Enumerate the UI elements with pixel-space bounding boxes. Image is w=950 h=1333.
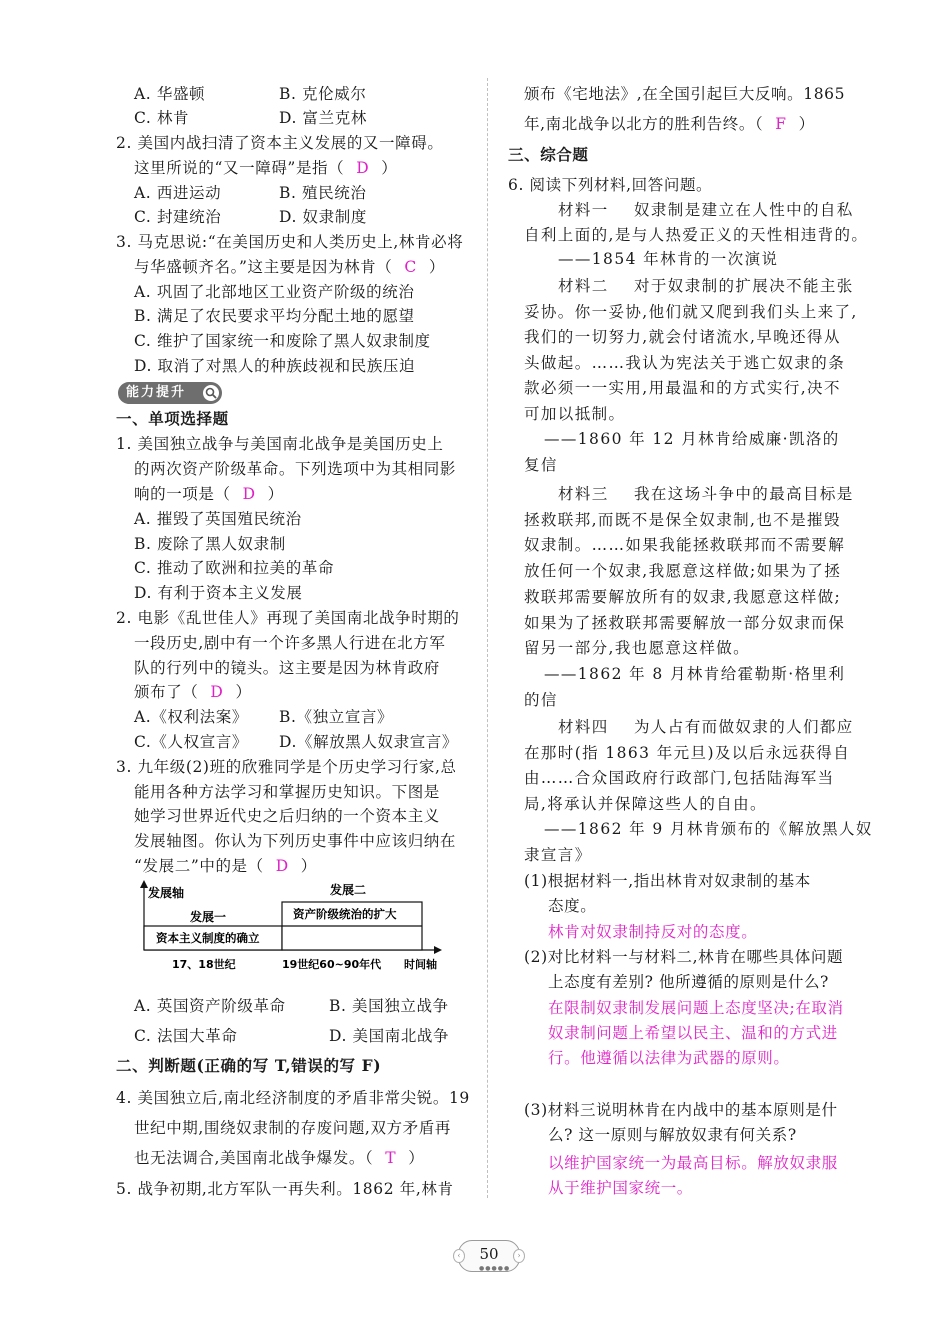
question-text: 2. 电影《乱世佳人》再现了美国南北战争时期的 — [116, 609, 460, 627]
material-line: 可加以抵制。 — [524, 405, 626, 423]
option-b: B. 美国独立战争 — [329, 997, 449, 1015]
question-text: 颁布了（ D ） — [134, 683, 252, 701]
y-axis-label: 发展轴 — [148, 886, 185, 900]
material-line: 自利上面的,是与人热爱正义的天性相违背的。 — [524, 226, 869, 244]
sub-question-line: 上态度有差别? 他所遵循的原则是什么? — [548, 973, 829, 991]
material-line: ——1854 年林肯的一次演说 — [558, 250, 779, 268]
magnifier-icon — [203, 385, 219, 401]
option-a: A.《权利法案》 — [134, 708, 248, 726]
x-axis-label: 时间轴 — [404, 958, 437, 971]
option-a: A. 西进运动 — [134, 184, 222, 202]
answer-line: 行。他遵循以法律为武器的原则。 — [548, 1049, 790, 1067]
chevron-right-icon: › — [513, 1249, 525, 1263]
ability-badge — [118, 382, 222, 404]
option-d: D. 美国南北战争 — [329, 1027, 450, 1045]
dev1-label: 发展一 — [190, 910, 227, 924]
dev2-label: 发展二 — [330, 883, 367, 897]
question-text: 队的行列中的镜头。这主要是因为林肯政府 — [134, 659, 440, 677]
question-text: 她学习世界近代史之后归纳的一个资本主义 — [134, 807, 440, 825]
question-text: 也无法调合,美国南北战争爆发。（ T ） — [134, 1149, 425, 1167]
question-text: 这里所说的“又一障碍”是指（ D ） — [134, 159, 398, 177]
column-divider — [487, 78, 488, 1198]
question-text: 2. 美国内战扫清了资本主义发展的又一障碍。 — [116, 134, 444, 152]
option-c: C.《人权宣言》 — [134, 733, 249, 751]
answer: D — [356, 159, 370, 177]
material-line: 由……合众国政府行政部门,包括陆海军当 — [524, 769, 835, 787]
badge-label: 能力提升 — [126, 385, 187, 400]
option-b: B. 满足了农民要求平均分配土地的愿望 — [134, 307, 415, 325]
material-line: 头做起。……我认为宪法关于逃亡奴隶的条 — [524, 354, 846, 372]
material-line: ——1860 年 12 月林肯给威廉·凯洛的 — [544, 430, 840, 448]
answer: D — [242, 485, 256, 503]
option-a: A. 华盛顿 — [134, 85, 206, 103]
material-line: 材料一 奴隶制是建立在人性中的自私 — [558, 201, 854, 219]
answer-line: 奴隶制问题上希望以民主、温和的方式进 — [548, 1024, 838, 1042]
material-line: 材料三 我在这场斗争中的最高目标是 — [558, 485, 854, 503]
question-text: 一段历史,剧中有一个许多黑人行进在北方军 — [134, 634, 446, 652]
material-line: ——1862 年 8 月林肯给霍勒斯·格里利 — [544, 665, 846, 683]
material-line: 材料二 对于奴隶制的扩展决不能主张 — [558, 277, 854, 295]
section-heading: 一、单项选择题 — [116, 409, 229, 428]
question-text: 世纪中期,围绕奴隶制的存废问题,双方矛盾再 — [134, 1119, 451, 1137]
material-line: 款必须一一实用,用最温和的方式实行,决不 — [524, 379, 841, 397]
material-line: 复信 — [524, 456, 558, 474]
question-text: 3. 九年级(2)班的欣雅同学是个历史学习行家,总 — [116, 758, 457, 776]
question-text: 1. 美国独立战争与美国南北战争是美国历史上 — [116, 435, 444, 453]
material-line: 救联邦需要解放所有的奴隶,我愿意这样做; — [524, 588, 842, 606]
material-line: 隶宣言》 — [524, 846, 592, 864]
material-line: 留另一部分,我也愿意这样做。 — [524, 639, 751, 657]
answer-line: 以维护国家统一为最高目标。解放奴隶服 — [548, 1154, 838, 1172]
material-line: 我们的一切努力,就会付诸流水,早晚还得从 — [524, 328, 841, 346]
answer: C — [404, 258, 417, 276]
answer-line: 在限制奴隶制发展问题上态度坚决;在取消 — [548, 999, 844, 1017]
answer-line: 林肯对奴隶制持反对的态度。 — [548, 923, 758, 941]
y-axis-arrow — [140, 880, 148, 888]
option-c: C. 法国大革命 — [134, 1027, 238, 1045]
question-text: 3. 马克思说:“在美国历史和人类历史上,林肯必将 — [116, 233, 464, 251]
option-a: A. 摧毁了英国殖民统治 — [134, 510, 302, 528]
sub-question-line: (1)根据材料一,指出林肯对奴隶制的基本 — [524, 872, 811, 890]
question-text: 4. 美国独立后,南北经济制度的矛盾非常尖锐。19 — [116, 1089, 470, 1107]
option-c: C. 推动了欧洲和拉美的革命 — [134, 559, 335, 577]
question-text: 5. 战争初期,北方军队一再失利。1862 年,林肯 — [116, 1180, 454, 1198]
page-number: 50 — [479, 1245, 499, 1263]
answer-line: 从于维护国家统一。 — [548, 1179, 693, 1197]
question-text: 6. 阅读下列材料,回答问题。 — [508, 176, 713, 194]
material-line: 局,将承认并保障这些人的自由。 — [524, 795, 767, 813]
material-line: 拯救联邦,而既不是保全奴隶制,也不是摧毁 — [524, 511, 841, 529]
option-a: A. 英国资产阶级革命 — [134, 997, 286, 1015]
x-axis-arrow — [434, 946, 442, 954]
box2-label: 资产阶级统治的扩大 — [293, 907, 397, 921]
option-b: B. 克伦威尔 — [279, 85, 367, 103]
sub-question-line: 么? 这一原则与解放奴隶有何关系? — [548, 1126, 797, 1144]
option-d: D. 奴隶制度 — [279, 208, 367, 226]
option-c: C. 林肯 — [134, 109, 190, 127]
box1-label: 资本主义制度的确立 — [156, 931, 260, 945]
question-text: 的两次资产阶级革命。下列选项中为其相同影 — [134, 460, 457, 478]
question-text: 响的一项是（ D ） — [134, 485, 284, 503]
option-b: B. 殖民统治 — [279, 184, 367, 202]
question-text: 发展轴图。你认为下列历史事件中应该归纳在 — [134, 832, 457, 850]
section-heading: 三、综合题 — [508, 145, 589, 164]
option-d: D.《解放黑人奴隶宣言》 — [279, 733, 459, 751]
answer: T — [385, 1149, 397, 1167]
dots-decoration: ●●●●● — [479, 1265, 511, 1272]
section-heading: 二、判断题(正确的写 T,错误的写 F) — [116, 1056, 382, 1075]
answer: F — [775, 115, 787, 133]
question-text: 能用各种方法学习和掌握历史知识。下图是 — [134, 783, 440, 801]
option-d: D. 有利于资本主义发展 — [134, 584, 303, 602]
material-line: 奴隶制。……如果我能拯救联邦而不需要解 — [524, 536, 846, 554]
material-line: 放任何一个奴隶,我愿意这样做;如果为了拯 — [524, 562, 842, 580]
material-line: 的信 — [524, 691, 558, 709]
question-text: 与华盛顿齐名。”这主要是因为林肯（ C ） — [134, 258, 445, 276]
option-d: D. 富兰克林 — [279, 109, 367, 127]
option-c: C. 封建统治 — [134, 208, 222, 226]
material-line: ——1862 年 9 月林肯颁布的《解放黑人奴 — [544, 820, 873, 838]
material-line: 如果为了拯救联邦需要解放一部分奴隶而保 — [524, 614, 846, 632]
material-line: 在那时(指 1863 年元旦)及以后永远获得自 — [524, 744, 851, 762]
option-d: D. 取消了对黑人的种族歧视和民族压迫 — [134, 357, 416, 375]
sub-question-line: 态度。 — [548, 897, 597, 915]
option-a: A. 巩固了北部地区工业资产阶级的统治 — [134, 283, 415, 301]
question-text: 年,南北战争以北方的胜利告终。（ F ） — [524, 115, 815, 133]
sub-question-line: (3)材料三说明林肯在内战中的基本原则是什 — [524, 1101, 838, 1119]
x-label-2: 19世纪60~90年代 — [282, 958, 382, 971]
page-number-badge — [458, 1240, 520, 1272]
option-b: B. 废除了黑人奴隶制 — [134, 535, 286, 553]
development-axis-diagram — [130, 880, 450, 975]
material-line: 材料四 为人占有而做奴隶的人们都应 — [558, 718, 854, 736]
answer: D — [275, 857, 289, 875]
option-c: C. 维护了国家统一和废除了黑人奴隶制度 — [134, 332, 431, 350]
answer: D — [210, 683, 224, 701]
x-label-1: 17、18世纪 — [172, 958, 236, 971]
question-text: “发展二”中的是（ D ） — [134, 857, 317, 875]
material-line: 妥协。你一妥协,他们就又爬到我们头上来了, — [524, 303, 858, 321]
option-b: B.《独立宣言》 — [279, 708, 394, 726]
chevron-left-icon: ‹ — [453, 1249, 465, 1263]
sub-question-line: (2)对比材料一与材料二,林肯在哪些具体问题 — [524, 948, 844, 966]
question-text: 颁布《宅地法》,在全国引起巨大反响。1865 — [524, 85, 846, 103]
